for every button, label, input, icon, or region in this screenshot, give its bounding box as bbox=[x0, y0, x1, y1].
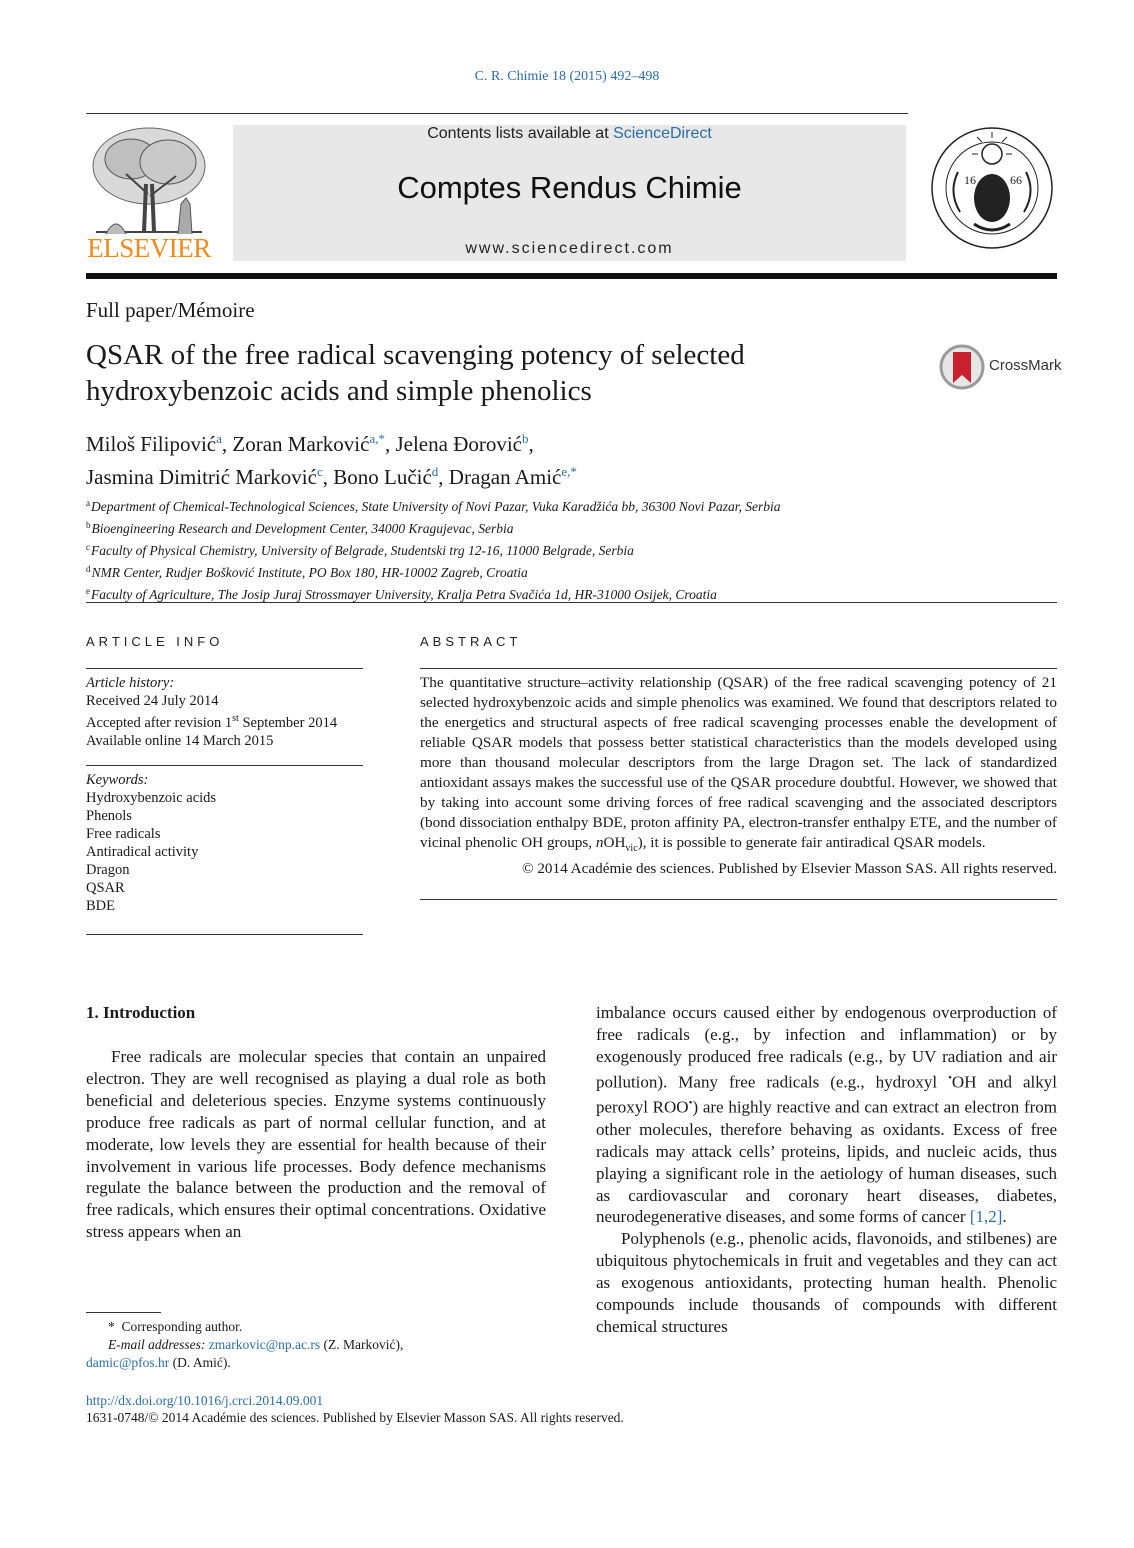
introduction-heading: 1. Introduction bbox=[86, 1003, 196, 1022]
affiliation-item bbox=[86, 538, 1046, 560]
section-rule bbox=[86, 602, 1057, 603]
email-note-cont bbox=[86, 1354, 546, 1372]
crossmark-icon bbox=[938, 343, 986, 391]
abstract-n-symbol: n bbox=[595, 834, 604, 851]
email-link[interactable]: damic@pfos.hr bbox=[86, 1355, 170, 1370]
affiliation-link[interactable]: e,* bbox=[561, 464, 577, 479]
affiliation-text: NMR Center, Rudjer Bošković Institute, PO Box 180, HR-10002 Zagreb, Croatia bbox=[91, 565, 528, 580]
intro-paragraph: Free radicals are molecular species that contain an unpaired electron. They are well recognised as playing a dual role as both beneficial and deleterious species. Enzyme systems continuously produce free radicals as part of normal cellular function, and at moderate, low levels they are essential for health because of their involvement in various life processes. Body defence mechanisms regulate the balance between the production and the removal of free radicals, which ensures their optimal concentrations. Oxidative stress appears when an bbox=[86, 1047, 546, 1242]
author-name: Dragan Amić bbox=[448, 465, 562, 489]
author-list bbox=[86, 425, 986, 491]
abstract-oh-symbol: OH bbox=[603, 834, 626, 851]
author-name: Bono Lučić bbox=[333, 465, 432, 489]
academie-seal-logo bbox=[928, 112, 1060, 264]
author-separator: , bbox=[438, 465, 449, 489]
affiliation-link[interactable]: a bbox=[216, 431, 222, 446]
footnote-rule bbox=[86, 1312, 161, 1313]
received-date: Received 24 July 2014 bbox=[86, 693, 219, 709]
accepted-suffix: September 2014 bbox=[238, 714, 338, 731]
header-thick-rule bbox=[86, 273, 1057, 279]
header-rule bbox=[86, 113, 908, 114]
abstract-end: ), it is possible to generate fair antiradical QSAR models. bbox=[637, 834, 986, 851]
crossmark-label: CrossMark bbox=[989, 357, 1062, 374]
intro-paragraph: Polyphenols (e.g., phenolic acids, flavonoids, and stilbenes) are ubiquitous phytochemicals in fruit and vegetables and they can act as exogenous antioxidants, protecting human health. Phenolic compounds include thousands of compounds with different chemical structures bbox=[596, 1229, 1057, 1336]
author-separator: , bbox=[221, 432, 233, 456]
abstract-body: The quantitative structure–activity relationship (QSAR) of the free radical scavenging potency of 21 selected hydroxybenzoic acids and simple phenolics was examined. We found that descriptors related to the energetics and structural aspects of free radical scavenging processes enable the development of reliable QSAR models that possess better statistical characteristics than the models developed using more than thousand molecular descriptors from the large Dragon set. The lack of standardized antioxidant assays makes the successful use of the QSAR procedure doubtful. However, we showed that by taking into account some driving forces of free radical scavenging and the associated descriptors (bond dissociation enthalpy BDE, proton affinity PA, electron-transfer enthalpy ETE, and the number of vicinal phenolic OH groups, bbox=[420, 674, 1057, 851]
radical-dot: • bbox=[688, 1097, 693, 1110]
sciencedirect-link[interactable]: ScienceDirect bbox=[613, 125, 712, 142]
paper-type: Full paper/Mémoire bbox=[86, 298, 255, 322]
intro-text: imbalance occurs caused either by endogenous overproduction of free radicals (e.g., by infection and inflammation) or by exogenously produced free radicals (e.g., by UV radiation and air pollution). Many free radicals (e.g., hydroxyl bbox=[596, 1003, 1057, 1092]
affiliation-key: e bbox=[86, 586, 90, 596]
affiliation-key: c bbox=[86, 542, 90, 552]
abstract-panel bbox=[420, 668, 1057, 900]
keywords-label: Keywords: bbox=[86, 771, 149, 788]
author-name: Jasmina Dimitrić Marković bbox=[86, 465, 317, 489]
author-name: Zoran Marković bbox=[232, 432, 370, 456]
email-link[interactable]: zmarkovic@np.ac.rs bbox=[208, 1337, 321, 1352]
footnotes bbox=[86, 1318, 546, 1372]
affiliation-key: b bbox=[86, 520, 91, 530]
svg-text:66: 66 bbox=[1010, 173, 1022, 187]
article-history bbox=[86, 668, 363, 750]
email-owner: (Z. Marković), bbox=[320, 1337, 404, 1352]
crossmark-button[interactable] bbox=[938, 343, 1063, 391]
affiliation-link[interactable]: c bbox=[316, 464, 323, 479]
affiliation-item bbox=[86, 560, 1046, 582]
issn-line: 1631-0748/© 2014 Académie des sciences. Published by Elsevier Masson SAS. All rights reserved. bbox=[86, 1410, 624, 1425]
article-info-panel bbox=[86, 668, 363, 935]
keyword-item: Free radicals bbox=[86, 825, 161, 842]
contents-line bbox=[233, 125, 906, 143]
abstract-copyright: © 2014 Académie des sciences. Published by Elsevier Masson SAS. All rights reserved. bbox=[521, 860, 1057, 878]
elsevier-tree-icon bbox=[86, 124, 212, 236]
keyword-item: Hydroxybenzoic acids bbox=[86, 789, 217, 806]
abstract-vic-subscript: vic bbox=[625, 843, 638, 855]
abstract-bottom-rule bbox=[420, 899, 1057, 900]
footnote-text: Corresponding author. bbox=[121, 1319, 243, 1334]
affiliation-text: Faculty of Agriculture, The Josip Juraj Strossmayer University, Kralja Petra Svačića 1d, HR-31000 Osijek, Croatia bbox=[91, 587, 717, 602]
affiliation-item bbox=[86, 516, 1046, 538]
corresponding-author-note bbox=[86, 1318, 546, 1336]
affiliation-list bbox=[86, 494, 1046, 604]
keyword-item: QSAR bbox=[86, 879, 125, 896]
keyword-item: Antiradical activity bbox=[86, 843, 199, 860]
footnote-mark: * bbox=[108, 1319, 115, 1334]
intro-text: . bbox=[1002, 1207, 1007, 1227]
reference-link[interactable]: [1,2] bbox=[969, 1207, 1003, 1227]
abstract-heading: ABSTRACT bbox=[420, 634, 522, 649]
accepted-date bbox=[86, 710, 363, 732]
keyword-item: BDE bbox=[86, 897, 115, 914]
journal-url[interactable]: www.sciencedirect.com bbox=[465, 240, 674, 257]
affiliation-key: d bbox=[86, 564, 91, 574]
author-name: Miloš Filipović bbox=[86, 432, 217, 456]
affiliation-link[interactable]: d bbox=[431, 464, 439, 479]
author-separator: , bbox=[384, 432, 396, 456]
author-name: Jelena Đorović bbox=[395, 432, 523, 456]
svg-text:16: 16 bbox=[964, 173, 976, 187]
journal-header-box bbox=[233, 125, 906, 261]
affiliation-key: a bbox=[86, 498, 90, 508]
info-bottom-rule bbox=[86, 934, 363, 935]
affiliation-item bbox=[86, 494, 1046, 516]
elsevier-logo bbox=[86, 124, 212, 264]
left-column bbox=[86, 1046, 546, 1243]
affiliation-text: Department of Chemical-Technological Sciences, State University of Novi Pazar, Vuka Karadžića bb, 36300 Novi Pazar, Serbia bbox=[91, 499, 781, 514]
academie-seal-icon bbox=[928, 112, 1060, 264]
journal-citation[interactable]: C. R. Chimie 18 (2015) 492–498 bbox=[474, 69, 660, 84]
accepted-prefix: Accepted after revision 1 bbox=[86, 714, 233, 731]
author-separator: , bbox=[528, 432, 534, 456]
email-label: E-mail addresses: bbox=[108, 1337, 206, 1352]
affiliation-text: Faculty of Physical Chemistry, University of Belgrade, Studentski trg 12-16, 11000 Belgrade, Serbia bbox=[91, 543, 634, 558]
abstract-text bbox=[420, 673, 1057, 859]
affiliation-item bbox=[86, 582, 1046, 604]
keyword-item: Dragon bbox=[86, 861, 130, 878]
paper-title: QSAR of the free radical scavenging potency of selected hydroxybenzoic acids and simple phenolics bbox=[86, 339, 745, 407]
journal-title: Comptes Rendus Chimie bbox=[397, 170, 742, 205]
radical-dot: • bbox=[948, 1071, 952, 1084]
affiliation-link[interactable]: a,* bbox=[369, 431, 385, 446]
intro-paragraph bbox=[596, 1002, 1057, 1228]
right-column bbox=[596, 1002, 1057, 1338]
email-owner: (D. Amić). bbox=[169, 1355, 231, 1370]
keywords bbox=[86, 765, 363, 915]
affiliation-text: Bioengineering Research and Development Center, 34000 Kragujevac, Serbia bbox=[91, 521, 514, 536]
accepted-ordinal: st bbox=[232, 713, 239, 724]
elsevier-wordmark: ELSEVIER bbox=[87, 233, 211, 263]
email-note bbox=[86, 1336, 546, 1354]
article-info-heading: ARTICLE INFO bbox=[86, 634, 224, 649]
available-date: Available online 14 March 2015 bbox=[86, 732, 274, 749]
author-separator: , bbox=[322, 465, 334, 489]
doi-link[interactable]: http://dx.doi.org/10.1016/j.crci.2014.09.001 bbox=[86, 1393, 324, 1408]
intro-text: ) are highly reactive and can extract an electron from other molecules, therefore behaving as oxidants. Excess of free radicals may attack cells’ proteins, lipids, and nucleic acids, thus playing a significant role in the aetiology of human diseases, such as cardiovascular and coronary heart diseases, diabetes, neurodegenerative diseases, and some forms of cancer bbox=[596, 1097, 1057, 1227]
contents-prefix: Contents lists available at bbox=[427, 125, 614, 142]
affiliation-link[interactable]: b bbox=[522, 431, 529, 446]
keyword-item: Phenols bbox=[86, 807, 132, 824]
history-label: Article history: bbox=[86, 675, 175, 691]
intro-text: OH and alkyl peroxyl ROO bbox=[596, 1072, 1058, 1117]
